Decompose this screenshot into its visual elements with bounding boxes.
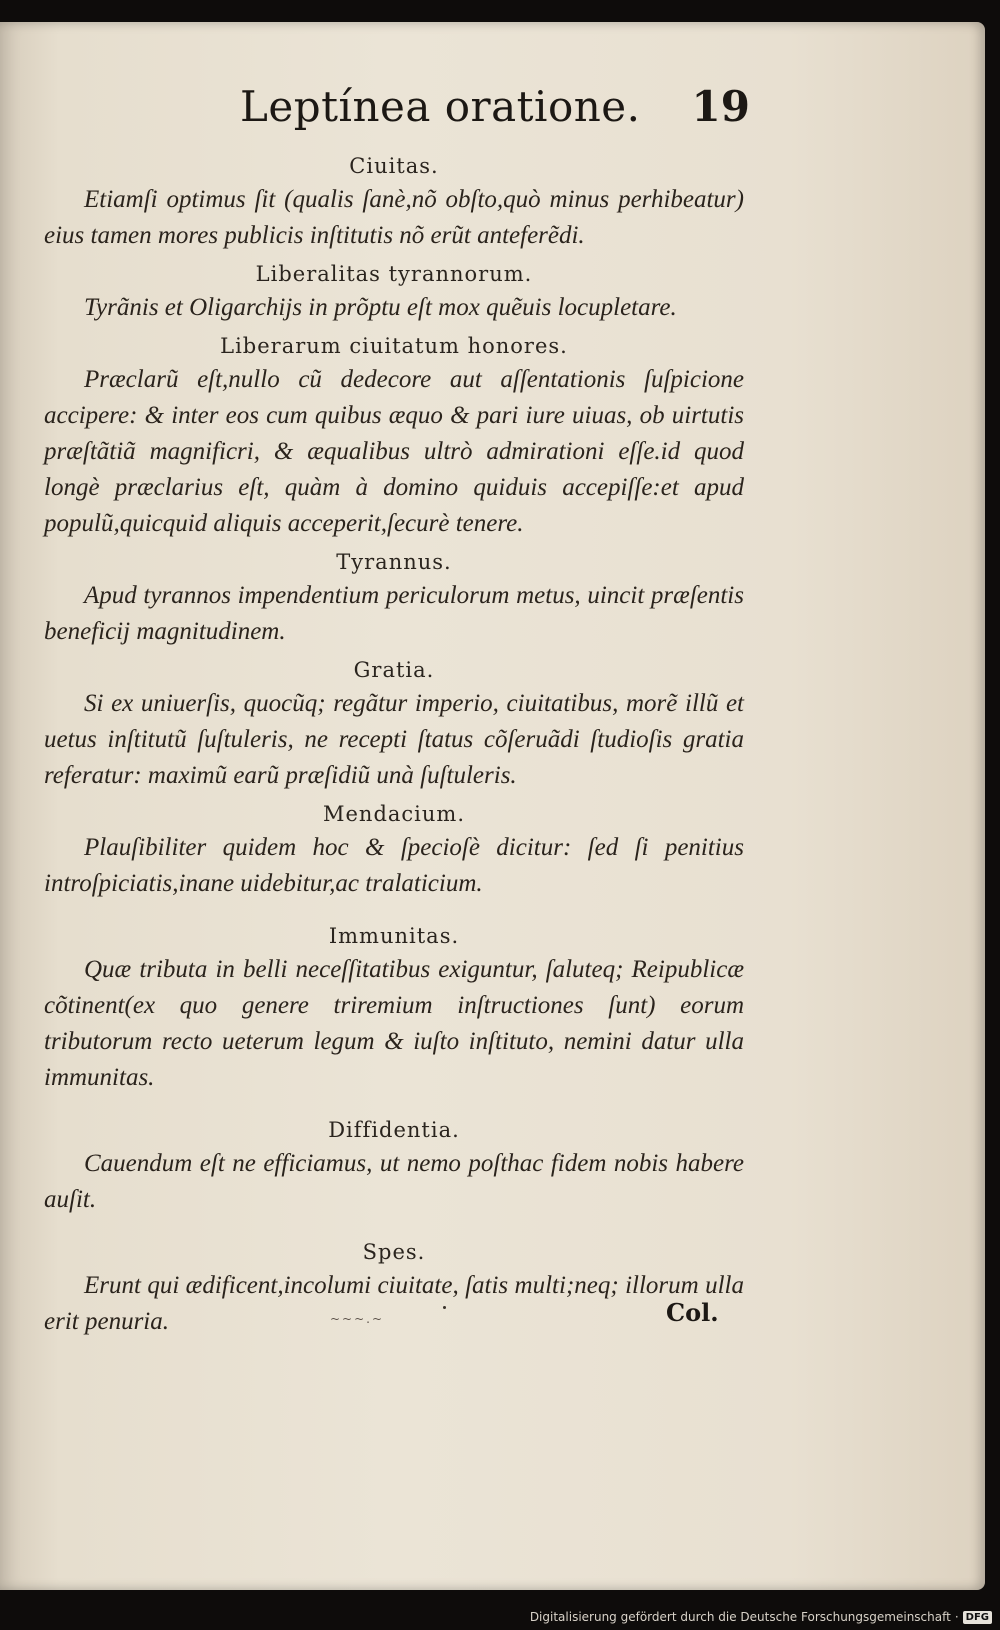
section-text: Erunt qui ædificent,incolumi ciuitate, ſatis multi;neq; illorum ulla erit penuria. xyxy=(44,1272,744,1335)
ink-dot xyxy=(443,1306,446,1309)
section-gratia xyxy=(44,654,744,794)
catchword: Col. xyxy=(666,1298,719,1327)
page-content xyxy=(44,150,744,1340)
section-liberalitas xyxy=(44,258,744,326)
page-header xyxy=(240,82,750,152)
section-immunitas xyxy=(44,920,744,1096)
footer-separator: · xyxy=(954,1610,959,1624)
book-page xyxy=(0,22,985,1590)
section-diffidentia xyxy=(44,1114,744,1218)
section-heading: Diffidentia. xyxy=(328,1118,460,1142)
section-tyrannus xyxy=(44,546,744,650)
page-number: 19 xyxy=(691,82,750,131)
section-text: Cauendum eſt ne efficiamus, ut nemo poſthac fidem nobis habere auſit. xyxy=(44,1150,744,1213)
section-ciuitas xyxy=(44,150,744,254)
section-text: Tyrãnis et Oligarchijs in prõptu eſt mox quẽuis locupletare. xyxy=(84,294,677,321)
section-heading: Spes. xyxy=(362,1240,426,1264)
printer-mark: ~~~.~ xyxy=(330,1312,385,1326)
digitization-footer xyxy=(530,1610,992,1624)
section-heading: Immunitas. xyxy=(328,924,460,948)
section-text: Si ex uniuerſis, quocũq; regãtur imperio, ciuitatibus, morẽ illũ et uetus inſtitutũ ſuſtuleris, ne recepti ſtatus cõſeruãdi ſtudioſis gratia referatur: maximũ earũ præſidiũ unà ſuſtuleris. xyxy=(44,690,744,789)
section-heading: Mendacium. xyxy=(322,802,465,826)
footer-credit: Digitalisierung gefördert durch die Deutsche Forschungsgemeinschaft xyxy=(529,1610,951,1624)
section-text: Quæ tributa in belli neceſſitatibus exiguntur, ſaluteq; Reipublicæ cõtinent(ex quo genere triremium inſtructiones ſunt) eorum tributorum recto ueterum legum & iuſto inſtituto, nemini datur ulla immunitas. xyxy=(44,956,744,1091)
section-text: Apud tyrannos impendentium periculorum metus, uincit præſentis beneficij magnitudinem. xyxy=(44,582,744,645)
section-text: Plauſibiliter quidem hoc & ſpecioſè dicitur: ſed ſi penitius introſpiciatis,inane uidebitur,ac tralaticium. xyxy=(44,834,744,897)
section-spes xyxy=(44,1236,744,1340)
section-text: Præclarũ eſt,nullo cũ dedecore aut aſſentationis ſuſpicione accipere: & inter eos cum quibus æquo & pari iure uiuas, ob uirtutis præſtãtiã magnificri, & æqualibus ultrò admirationi eſſe.id quod longè præclarius eſt, quàm à domino quiduis accepiſſe:et apud populũ,quicquid aliquis acceperit,ſecurè tenere. xyxy=(44,366,744,537)
running-title: Leptínea oratione. xyxy=(240,82,641,131)
section-heading: Gratia. xyxy=(353,658,435,682)
section-heading: Ciuitas. xyxy=(349,154,439,178)
section-heading: Liberarum ciuitatum honores. xyxy=(220,334,568,358)
section-text: Etiamſi optimus ſit (qualis ſanè,nõ obſto,quò minus perhibeatur) eius tamen mores publicis inſtitutis nõ erũt anteferẽdi. xyxy=(44,186,744,249)
section-heading: Liberalitas tyrannorum. xyxy=(255,262,533,286)
section-heading: Tyrannus. xyxy=(336,550,452,574)
section-honores xyxy=(44,330,744,542)
dfg-logo-icon: DFG xyxy=(963,1611,992,1624)
section-mendacium xyxy=(44,798,744,902)
